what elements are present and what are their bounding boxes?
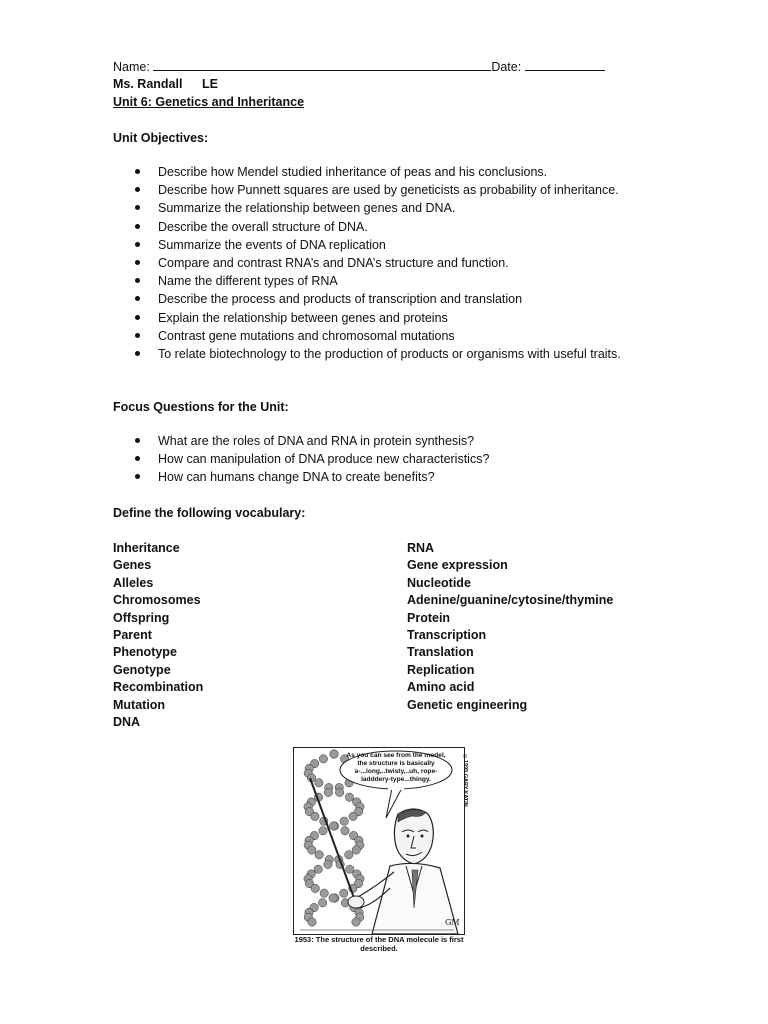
dna-bead [308,846,316,854]
objective-item [135,200,621,218]
objective-text: Contrast gene mutations and chromosomal mutations [158,328,455,343]
bullet-icon [135,296,140,301]
cartoon-copyright: ©1995 GARY.KATIN [462,754,468,807]
focus-question-item [135,469,489,487]
objective-text: Describe the overall structure of DNA. [158,219,368,234]
teacher-name: Ms. Randall [113,77,183,91]
vocab-term: RNA [407,541,435,555]
vocab-term: Recombination [113,680,204,695]
focus-question-item [135,433,489,451]
focus-question-text: How can humans change DNA to create benefits? [158,470,435,485]
focus-questions-list [135,433,489,488]
vocab-term: Mutation [113,697,166,712]
objective-item [135,346,621,364]
dna-bead [345,851,353,859]
dna-bead [308,918,316,926]
objective-text: Name the different types of RNA [158,274,338,289]
vocab-term: Genetic engineering [407,697,528,712]
cartoon-caption: 1953: The structure of the DNA molecule is first described. [294,935,464,953]
vocab-term: Amino acid [407,680,475,695]
bullet-icon [135,474,140,479]
dna-bead [320,889,328,897]
focus-heading: Focus Questions for the Unit: [113,400,289,414]
vocabulary-right-column [407,540,613,714]
dna-bead [349,812,357,820]
objective-item [135,182,621,200]
dna-bead [335,788,343,796]
artist-signature: GM [445,918,460,927]
bullet-icon [135,242,140,247]
dna-bead [315,851,323,859]
bullet-icon [135,169,140,174]
vocab-term: Genotype [113,662,171,677]
objective-item [135,164,621,182]
speech-bubble-text: As you can see from the model, the structure is basically a-...long,..twisty,..uh, rope-ladddery-type...thingy. [346,752,446,783]
vocab-term: Adenine/guanine/cytosine/thymine [407,593,614,608]
vocabulary-heading: Define the following vocabulary: [113,506,306,520]
dna-bead [315,779,323,787]
teacher-line [113,76,218,92]
bullet-icon [135,278,140,283]
dna-bead [319,755,327,763]
dna-bead [340,889,348,897]
bullet-icon [135,224,140,229]
bullet-icon [135,260,140,265]
objective-item [135,291,621,309]
vocab-term: Gene expression [407,558,508,573]
dna-bead [341,827,349,835]
objective-text: Describe how Punnett squares are used by geneticists as probability of inheritance. [158,183,619,198]
vocab-term: Transcription [407,627,487,642]
dna-cartoon [293,747,468,935]
date-blank-line[interactable] [525,58,605,71]
objective-item [135,255,621,273]
bullet-icon [135,205,140,210]
dna-bead [352,918,360,926]
focus-question-text: What are the roles of DNA and RNA in protein synthesis? [158,434,475,448]
objective-text: Explain the relationship between genes and proteins [158,310,448,325]
vocab-term: Offspring [113,610,170,625]
vocab-term: Nucleotide [407,575,471,590]
vocab-term: DNA [113,714,141,729]
bullet-icon [135,333,140,338]
dna-bead [329,822,337,830]
objective-text: Summarize the events of DNA replication [158,237,386,252]
dna-bead [340,817,348,825]
dna-bead [319,827,327,835]
bullet-icon [135,438,140,443]
dna-bead [352,846,360,854]
objective-item [135,328,621,346]
bullet-icon [135,351,140,356]
objective-text: Describe the process and products of transcription and translation [158,292,523,307]
dna-bead [314,865,322,873]
vocab-term: Genes [113,558,152,573]
vocab-term: Translation [407,645,474,660]
objective-text: Describe how Mendel studied inheritance of peas and his conclusions. [158,165,548,179]
dna-bead [324,860,332,868]
dna-bead [311,812,319,820]
teacher-suffix: LE [201,77,218,91]
vocab-term: Alleles [113,575,154,590]
dna-bead [311,884,319,892]
vocab-term: Chromosomes [113,593,201,608]
bullet-icon [135,456,140,461]
vocab-term: Protein [407,610,451,625]
name-label: Name: [113,60,150,74]
name-blank-line[interactable] [153,58,491,71]
vocab-term: Replication [407,662,475,677]
vocabulary-left-column [113,540,203,731]
dna-bead [346,865,354,873]
objective-item [135,273,621,291]
focus-question-text: How can manipulation of DNA produce new characteristics? [158,452,490,467]
objective-text: To relate biotechnology to the production of products or organisms with useful traits. [158,346,621,361]
bullet-icon [135,315,140,320]
name-date-line [113,58,605,75]
dna-bead [330,750,338,758]
focus-question-item [135,451,489,469]
objective-item [135,219,621,237]
vocab-term: Phenotype [113,645,177,660]
dna-bead [329,894,337,902]
objectives-heading: Unit Objectives: [113,131,209,145]
objective-item [135,310,621,328]
vocab-term: Parent [113,627,152,642]
dna-bead [318,899,326,907]
dna-bead [345,793,353,801]
objectives-list [135,164,621,364]
bullet-icon [135,187,140,192]
dna-bead [324,788,332,796]
objective-item [135,237,621,255]
objective-text: Compare and contrast RNA’s and DNA’s structure and function. [158,255,509,270]
unit-title: Unit 6: Genetics and Inheritance [113,95,305,109]
date-label: Date: [491,60,522,74]
objective-text: Summarize the relationship between genes and DNA. [158,201,456,216]
vocab-term: Inheritance [113,541,180,555]
